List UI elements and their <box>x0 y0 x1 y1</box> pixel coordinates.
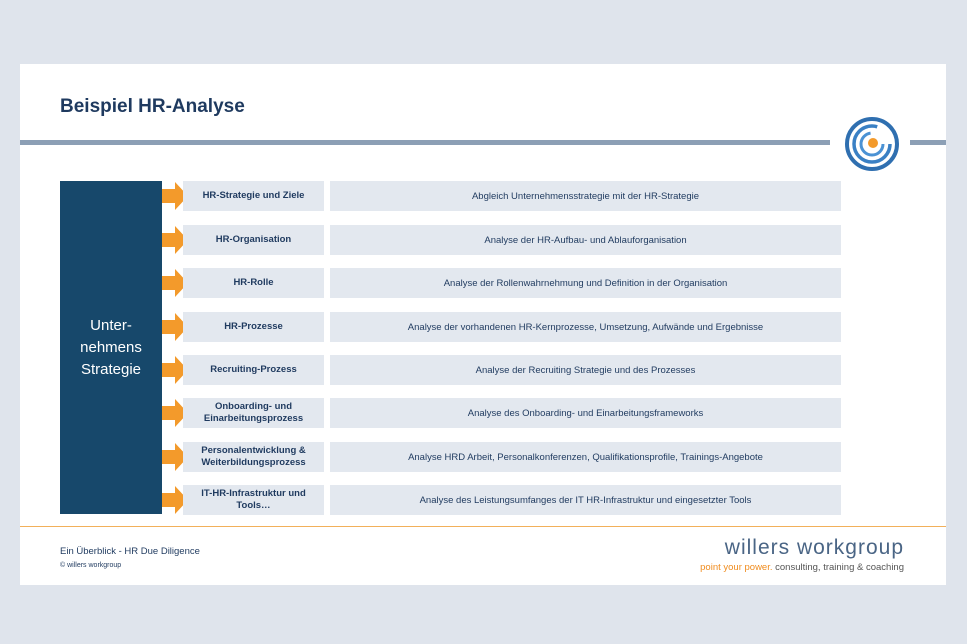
strategy-panel <box>60 181 162 514</box>
slide-title: Beispiel HR-Analyse <box>60 96 245 117</box>
strategy-label: Unter- nehmens Strategie <box>80 316 142 378</box>
analysis-row <box>162 398 842 428</box>
analysis-row <box>162 485 842 515</box>
analysis-row <box>162 442 842 472</box>
footer-divider <box>20 526 946 527</box>
analysis-row <box>162 181 842 211</box>
tagline-accent: point your power. <box>700 562 773 573</box>
row-description: Analyse der Recruiting Strategie und des Prozesses <box>330 355 841 385</box>
footer-copyright: © willers workgroup <box>60 562 122 569</box>
header-divider-right <box>910 140 946 145</box>
spiral-logo-icon <box>844 116 900 172</box>
row-label: HR-Strategie und Ziele <box>183 181 324 211</box>
row-label: HR-Prozesse <box>183 312 324 342</box>
row-description: Analyse der vorhandenen HR-Kernprozesse, Umsetzung, Aufwände und Ergebnisse <box>330 312 841 342</box>
tagline-rest: consulting, training & coaching <box>772 562 904 573</box>
analysis-row <box>162 225 842 255</box>
row-description: Abgleich Unternehmensstrategie mit der HR-Strategie <box>330 181 841 211</box>
row-label: IT-HR-Infrastruktur und Tools… <box>183 485 324 515</box>
analysis-row <box>162 355 842 385</box>
header-divider-left <box>20 140 830 145</box>
footer-title: Ein Überblick - HR Due Diligence <box>60 546 200 557</box>
row-description: Analyse der Rollenwahrnehmung und Definition in der Organisation <box>330 268 841 298</box>
row-label: Onboarding- und Einarbeitungsprozess <box>183 398 324 428</box>
row-label: HR-Rolle <box>183 268 324 298</box>
row-description: Analyse des Leistungsumfanges der IT HR-Infrastruktur und eingesetzter Tools <box>330 485 841 515</box>
row-description: Analyse des Onboarding- und Einarbeitungsframeworks <box>330 398 841 428</box>
analysis-row <box>162 268 842 298</box>
analysis-row <box>162 312 842 342</box>
row-label: HR-Organisation <box>183 225 324 255</box>
brand-tagline <box>700 562 904 573</box>
brand-name: willers workgroup <box>724 536 904 559</box>
row-description: Analyse der HR-Aufbau- und Ablauforganisation <box>330 225 841 255</box>
row-label: Personalentwicklung & Weiterbildungsprozess <box>183 442 324 472</box>
slide <box>20 64 946 585</box>
row-description: Analyse HRD Arbeit, Personalkonferenzen, Qualifikationsprofile, Trainings-Angebote <box>330 442 841 472</box>
row-label: Recruiting-Prozess <box>183 355 324 385</box>
